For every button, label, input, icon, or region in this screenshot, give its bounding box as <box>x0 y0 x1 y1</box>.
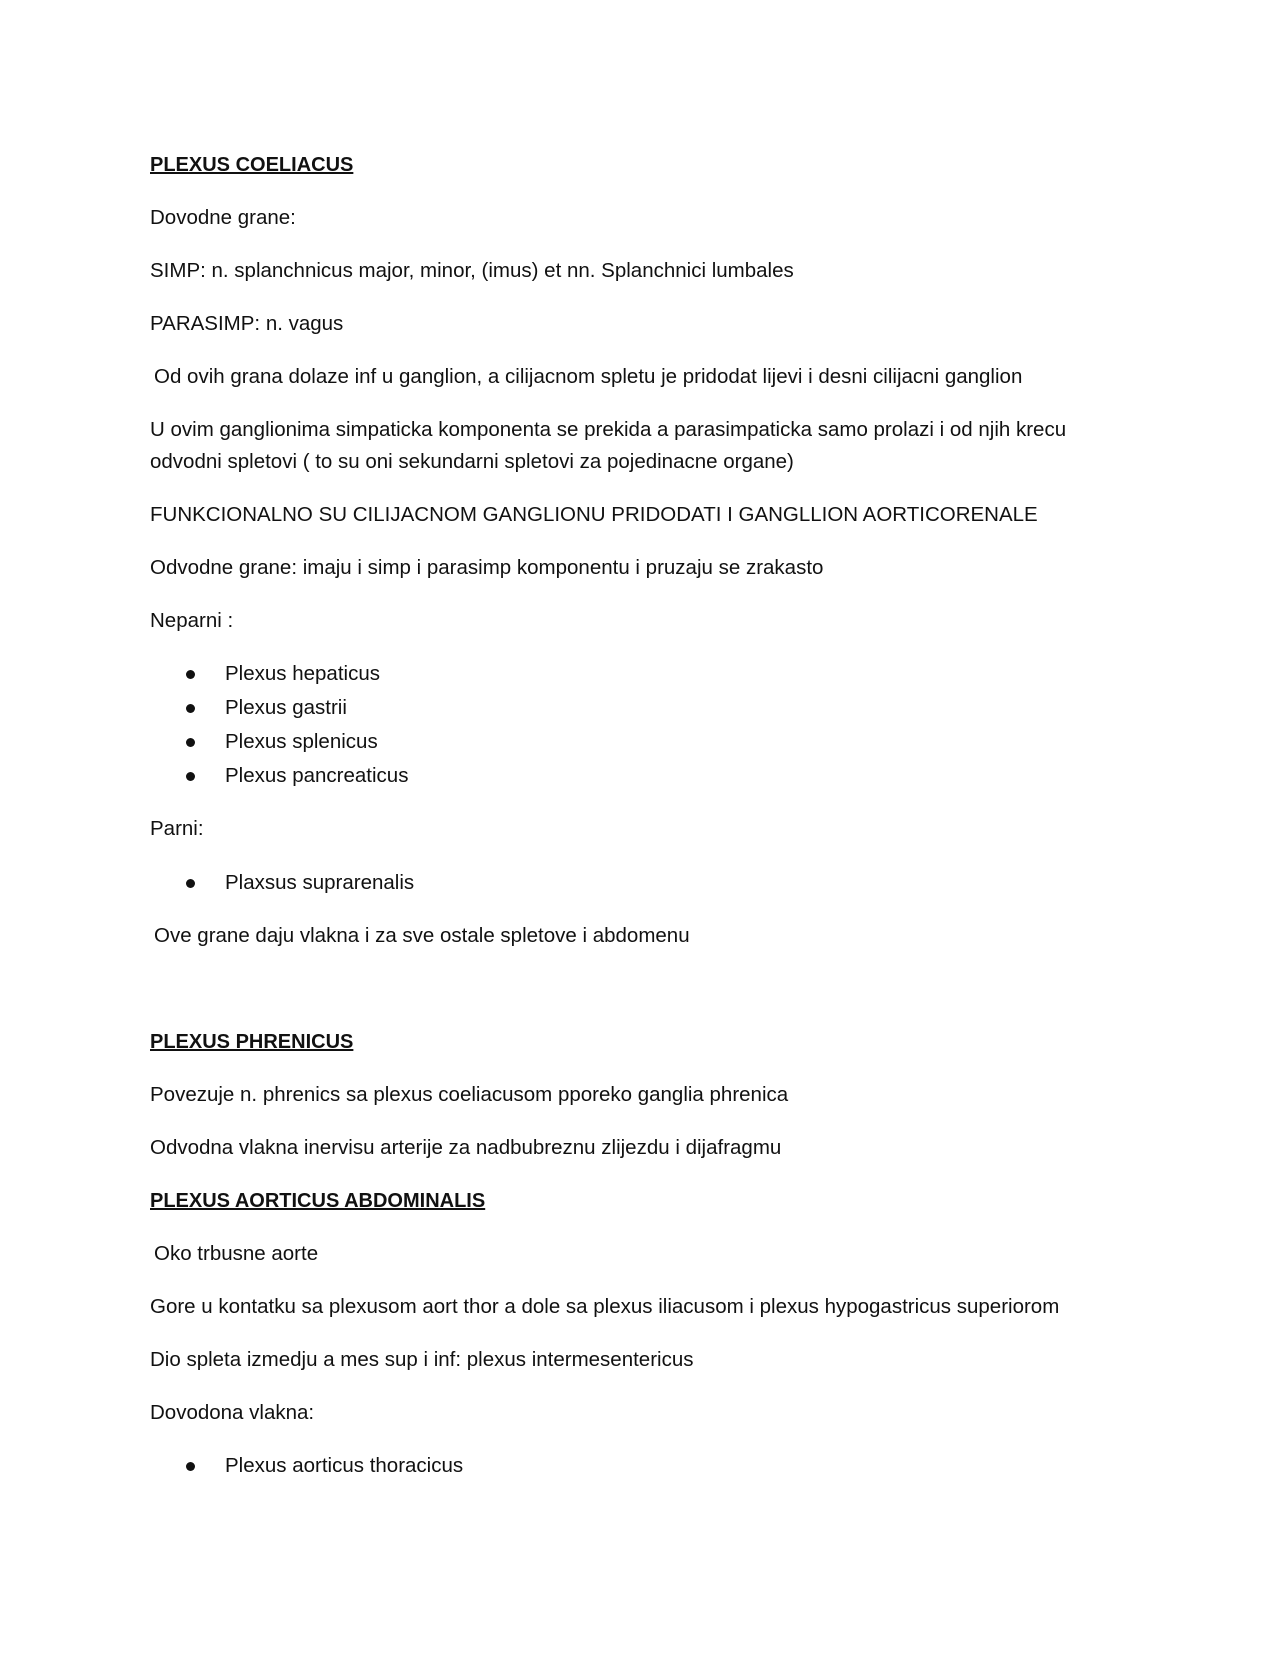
bullet-icon <box>186 1462 195 1471</box>
paragraph: Oko trbusne aorte <box>154 1242 319 1265</box>
heading-plexus-coeliacus: PLEXUS COELIACUS <box>150 154 354 176</box>
bullet-icon <box>186 738 195 747</box>
paragraph: SIMP: n. splanchnicus major, minor, (imus) et nn. Splanchnici lumbales <box>150 259 794 282</box>
document-page: PLEXUS COELIACUS Dovodne grane: SIMP: n. splanchnicus major, minor, (imus) et nn. Splanchnici lumbales PARASIMP: n. vagus Od ovih grana dolaze inf u ganglion, a cilijacnom spletu je pridodat lijevi i desni cilijacni ganglion U ovim ganglionima simpaticka komponenta se prekida a parasimpaticka samo prolazi i od njih krecu odvodni spletovi ( to su oni sekundarni spletovi za pojedinacne organe) FUNKCIONALNO SU CILIJACNOM GANGLIONU PRIDODATI I GANGLLION AORTICORENALE Odvodne grane: imaju i simp i parasimp komponentu i pruzaju se zrakasto Neparni : Plexus hepaticus Plexus gastrii Plexus splenicus Plexus pancreaticus Parni: Plaxsus suprarenalis Ove grane daju vlakna i za sve ostale spletove i abdomenu PLEXUS PHRENICUS Povezuje n. phrenics sa plexus coeliacusom pporeko ganglia phrenica Odvodna vlakna inervisu arterije za nadbubreznu zlijezdu i dijafragmu PLEXUS AORTICUS ABDOMINALIS Oko trbusne aorte Gore u kontatku sa plexusom aort thor a dole sa plexus iliacusom i plexus hypogastricus superiorom Dio spleta izmedju a mes sup i inf: plexus intermesentericus Dovodona vlakna: Plexus aorticus thoracicus <box>0 0 1280 1656</box>
bullet-icon <box>186 670 195 679</box>
paragraph: Dio spleta izmedju a mes sup i inf: plexus intermesentericus <box>150 1348 694 1371</box>
paragraph: PARASIMP: n. vagus <box>150 312 344 335</box>
paragraph: FUNKCIONALNO SU CILIJACNOM GANGLIONU PRIDODATI I GANGLLION AORTICORENALE <box>150 503 1038 526</box>
heading-plexus-aorticus-abdominalis: PLEXUS AORTICUS ABDOMINALIS <box>150 1190 486 1212</box>
paragraph: U ovim ganglionima simpaticka komponenta se prekida a parasimpaticka samo prolazi i od njih krecu <box>150 418 1067 441</box>
paragraph: Parni: <box>150 817 204 840</box>
paragraph: Neparni : <box>150 609 234 632</box>
paragraph: odvodni spletovi ( to su oni sekundarni spletovi za pojedinacne organe) <box>150 450 794 473</box>
paragraph: Odvodne grane: imaju i simp i parasimp komponentu i pruzaju se zrakasto <box>150 556 824 579</box>
paragraph: Od ovih grana dolaze inf u ganglion, a cilijacnom spletu je pridodat lijevi i desni cilijacni ganglion <box>154 365 1023 388</box>
heading-plexus-phrenicus: PLEXUS PHRENICUS <box>150 1031 354 1053</box>
paragraph: Ove grane daju vlakna i za sve ostale spletove i abdomenu <box>154 924 690 947</box>
paragraph: Povezuje n. phrenics sa plexus coeliacusom pporeko ganglia phrenica <box>150 1083 789 1106</box>
paragraph: Dovodona vlakna: <box>150 1401 315 1424</box>
bullet-icon <box>186 879 195 888</box>
bullet-icon <box>186 704 195 713</box>
paragraph: Dovodne grane: <box>150 206 296 229</box>
paragraph: Gore u kontatku sa plexusom aort thor a dole sa plexus iliacusom i plexus hypogastricus superiorom <box>150 1295 1060 1318</box>
bullet-icon <box>186 772 195 781</box>
paragraph: Odvodna vlakna inervisu arterije za nadbubreznu zlijezdu i dijafragmu <box>150 1136 782 1159</box>
